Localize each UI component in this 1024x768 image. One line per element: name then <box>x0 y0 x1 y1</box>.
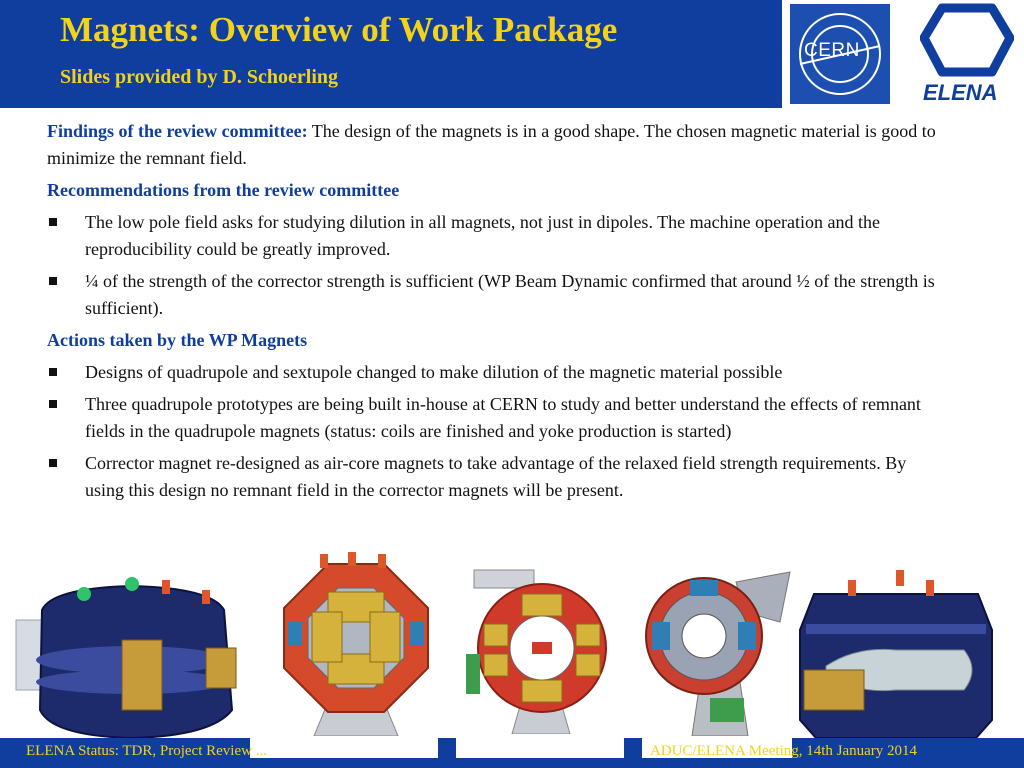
cern-logo-text: CERN <box>804 40 860 61</box>
list-item <box>47 359 947 386</box>
list-item-text: ¼ of the strength of the corrector strength is sufficient (WP Beam Dynamic confirmed that around ½ of the strength is sufficient). <box>85 271 935 318</box>
logo-area <box>782 0 1024 108</box>
list-item <box>47 450 947 504</box>
footer-right-text: ADUC/ELENA Meeting, 14th January 2014 <box>650 743 918 759</box>
list-item <box>47 268 947 322</box>
dipole-magnet-render-icon <box>12 560 252 740</box>
recommendations-heading: Recommendations from the review committee <box>47 180 400 200</box>
list-item-text: Corrector magnet re-designed as air-core magnets to take advantage of the relaxed field strength requirements. By using this design no remnant field in the corrector magnets will be present. <box>85 453 907 500</box>
sextupole-magnet-render-icon <box>462 566 620 734</box>
bullet-square-icon <box>49 218 57 226</box>
slide-subtitle: Slides provided by D. Schoerling <box>60 66 339 88</box>
findings-label: Findings of the review committee: <box>47 121 308 141</box>
actions-heading: Actions taken by the WP Magnets <box>47 330 308 350</box>
footer-divider <box>456 738 624 758</box>
bullet-square-icon <box>49 277 57 285</box>
bullet-square-icon <box>49 400 57 408</box>
findings-paragraph <box>47 118 947 172</box>
slide-title: Magnets: Overview of Work Package <box>60 10 618 49</box>
footer-divider <box>250 738 438 758</box>
list-item <box>47 391 947 445</box>
bullet-square-icon <box>49 368 57 376</box>
findings-text: The design of the magnets is in a good shape. The chosen magnetic material is good to minimize the remnant field. <box>47 121 936 168</box>
magnet-images-row <box>0 548 1024 738</box>
corrector-magnet-render-icon <box>640 552 792 736</box>
list-item <box>47 209 947 263</box>
bullet-square-icon <box>49 459 57 467</box>
list-item-text: Designs of quadrupole and sextupole changed to make dilution of the magnetic material possible <box>85 362 783 382</box>
footer-left-text: ELENA Status: TDR, Project Review ... <box>26 743 267 759</box>
elena-logo-text: ELENA <box>923 80 998 105</box>
bending-magnet-render-icon <box>796 570 996 738</box>
slide-body <box>47 118 947 509</box>
quadrupole-magnet-render-icon <box>268 552 444 736</box>
list-item-text: The low pole field asks for studying dilution in all magnets, not just in dipoles. The machine operation and the reproducibility could be greatly improved. <box>85 212 881 259</box>
list-item-text: Three quadrupole prototypes are being built in-house at CERN to study and better understand the effects of remnant fields in the quadrupole magnets (status: coils are finished and yoke production is started) <box>85 394 921 441</box>
actions-list <box>47 359 947 504</box>
recommendations-list <box>47 209 947 322</box>
